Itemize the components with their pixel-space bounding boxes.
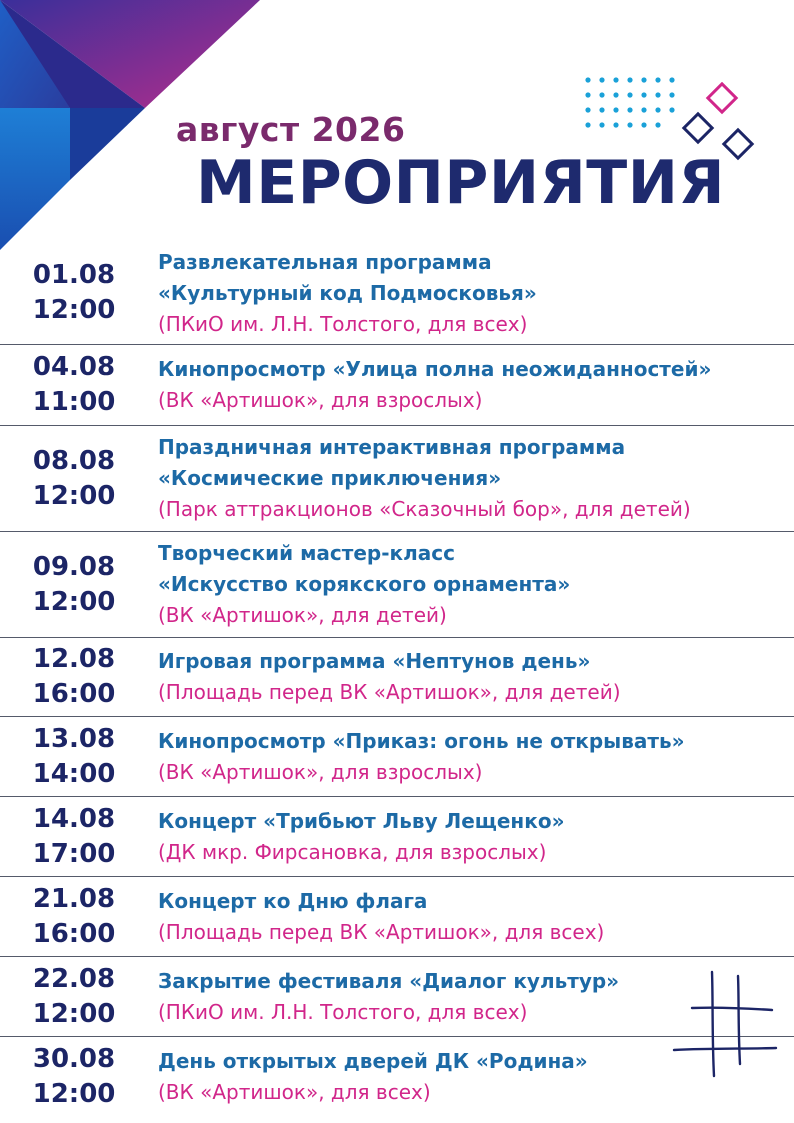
event-title-line: «Искусство корякского орнамента» [158, 572, 571, 596]
event-datetime [0, 877, 148, 956]
event-time: 17:00 [32, 838, 116, 869]
event-time: 12:00 [32, 586, 116, 617]
event-time: 16:00 [32, 679, 116, 709]
event-datetime [0, 426, 148, 531]
event-date: 21.08 [32, 883, 116, 914]
event-title-line: Развлекательная программа [158, 249, 492, 274]
month-heading: август 2026 [176, 110, 406, 149]
event-datetime [0, 1037, 148, 1117]
event-date: 13.08 [32, 723, 116, 754]
dot-grid-decoration [584, 76, 680, 136]
event-date: 30.08 [32, 1044, 116, 1074]
event-title-line: Концерт ко Дню флага [158, 888, 428, 913]
event-title-line: «Культурный код Подмосковья» [158, 280, 537, 305]
event-description [158, 426, 788, 531]
event-datetime [0, 717, 148, 796]
event-title-line: Кинопросмотр «Улица полна неожиданностей» [158, 357, 712, 381]
event-datetime [0, 532, 148, 637]
event-row [0, 426, 794, 532]
event-date: 14.08 [32, 803, 116, 834]
event-title-line: День открытых дверей ДК «Родина» [158, 1049, 588, 1073]
event-location: (Парк аттракционов «Сказочный бор», для детей) [158, 497, 691, 521]
event-time: 12:00 [32, 480, 116, 511]
event-date: 09.08 [32, 551, 116, 582]
event-title-line: Праздничная интерактивная программа [158, 435, 626, 459]
event-datetime [0, 638, 148, 716]
event-location: (ДК мкр. Фирсановка, для взрослых) [158, 839, 547, 864]
event-title-line: Закрытие фестиваля «Диалог культур» [158, 968, 620, 993]
event-row [0, 638, 794, 717]
event-title-line: «Космические приключения» [158, 466, 502, 490]
event-location: (Площадь перед ВК «Артишок», для детей) [158, 680, 621, 704]
event-location: (ПКиО им. Л.Н. Толстого, для всех) [158, 311, 528, 336]
event-time: 12:00 [32, 998, 116, 1029]
event-date: 04.08 [32, 352, 116, 382]
event-time: 14:00 [32, 758, 116, 789]
event-row [0, 532, 794, 638]
event-datetime [0, 242, 148, 344]
event-location: (ВК «Артишок», для всех) [158, 1080, 431, 1104]
event-row [0, 242, 794, 345]
event-time: 12:00 [32, 295, 116, 325]
event-title-line: Игровая программа «Нептунов день» [158, 649, 591, 673]
hash-decoration [672, 968, 782, 1078]
event-datetime [0, 345, 148, 425]
event-description [158, 532, 788, 637]
event-description [158, 638, 788, 716]
event-location: (Площадь перед ВК «Артишок», для всех) [158, 919, 605, 944]
event-location: (ВК «Артишок», для детей) [158, 603, 447, 627]
event-date: 12.08 [32, 644, 116, 674]
event-date: 01.08 [32, 260, 116, 290]
event-title-line: Концерт «Трибьют Льву Лещенко» [158, 808, 565, 833]
event-location: (ВК «Артишок», для взрослых) [158, 388, 483, 412]
page-title: МЕРОПРИЯТИЯ [196, 148, 726, 218]
event-date: 08.08 [32, 445, 116, 476]
event-row [0, 717, 794, 797]
event-time: 12:00 [32, 1079, 116, 1109]
event-description [158, 717, 788, 796]
event-datetime [0, 797, 148, 876]
event-row [0, 797, 794, 877]
event-title-line: Творческий мастер-класс [158, 541, 455, 565]
event-description [158, 797, 788, 876]
event-row [0, 345, 794, 426]
event-description [158, 242, 788, 344]
event-description [158, 877, 788, 956]
event-location: (ПКиО им. Л.Н. Толстого, для всех) [158, 999, 528, 1024]
event-time: 16:00 [32, 918, 116, 949]
event-location: (ВК «Артишок», для взрослых) [158, 759, 483, 784]
event-datetime [0, 957, 148, 1036]
event-title-line: Кинопросмотр «Приказ: огонь не открывать» [158, 728, 685, 753]
event-time: 11:00 [32, 387, 116, 417]
event-description [158, 345, 788, 425]
event-date: 22.08 [32, 963, 116, 994]
event-row [0, 877, 794, 957]
